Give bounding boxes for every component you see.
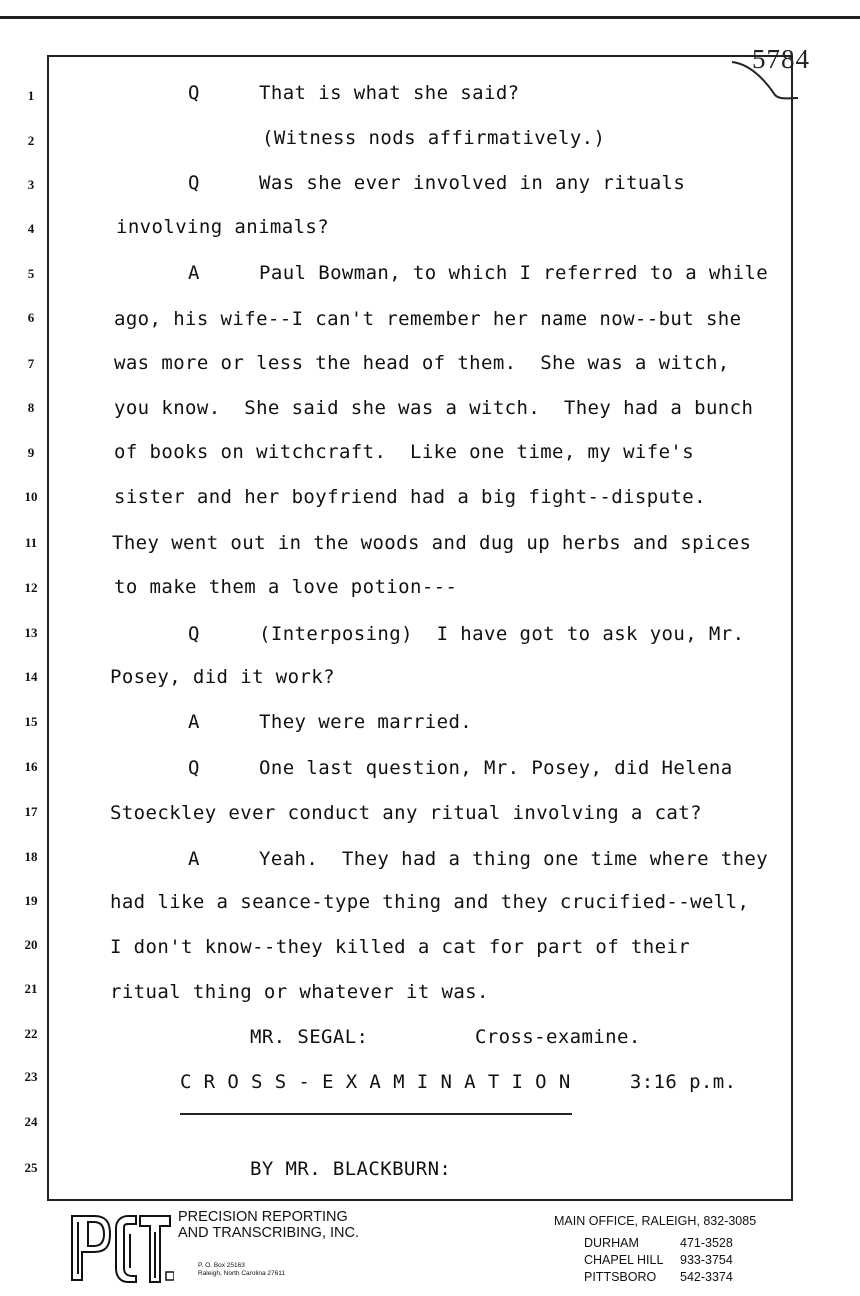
transcript-line: ritual thing or whatever it was. bbox=[110, 981, 489, 1003]
transcript-line: Q That is what she said? bbox=[188, 82, 520, 104]
transcript-line: Q (Interposing) I have got to ask you, Mr. bbox=[188, 623, 745, 645]
transcript-line: A Paul Bowman, to which I referred to a while bbox=[188, 262, 769, 284]
office-phone: 471-3528 bbox=[680, 1236, 733, 1250]
line-number: 25 bbox=[24, 1160, 38, 1175]
transcript-line: BY MR. BLACKBURN: bbox=[250, 1158, 452, 1180]
transcript-line: Q Was she ever involved in any rituals bbox=[188, 172, 686, 194]
transcript-line: Posey, did it work? bbox=[110, 666, 335, 688]
firm-address-line1: P. O. Box 25163 bbox=[198, 1262, 245, 1269]
transcript-line: Stoeckley ever conduct any ritual involving a cat? bbox=[110, 802, 702, 824]
line-number: 6 bbox=[27, 310, 35, 325]
line-number: 8 bbox=[27, 400, 35, 415]
line-number: 21 bbox=[24, 981, 38, 996]
transcript-line: sister and her boyfriend had a big fight--dispute. bbox=[114, 486, 706, 508]
transcript-line: was more or less the head of them. She was a witch, bbox=[114, 352, 730, 374]
page-number: 5784 bbox=[752, 44, 810, 74]
office-city: DURHAM bbox=[584, 1236, 639, 1250]
line-number: 4 bbox=[27, 221, 35, 236]
line-number: 7 bbox=[27, 356, 35, 371]
line-number: 2 bbox=[27, 133, 35, 148]
line-number: 15 bbox=[24, 714, 38, 729]
top-rule bbox=[0, 16, 860, 19]
firm-name-line2: AND TRANSCRIBING, INC. bbox=[178, 1225, 360, 1241]
transcript-line: of books on witchcraft. Like one time, my wife's bbox=[114, 441, 695, 463]
line-number: 14 bbox=[24, 669, 38, 684]
line-number: 5 bbox=[27, 266, 35, 281]
transcript-line: They went out in the woods and dug up herbs and spices bbox=[112, 532, 752, 554]
line-number: 13 bbox=[24, 625, 38, 640]
office-phone: 542-3374 bbox=[680, 1270, 733, 1284]
firm-address bbox=[198, 1262, 285, 1278]
transcript-line: A They were married. bbox=[188, 711, 473, 733]
line-number: 18 bbox=[24, 849, 38, 864]
office-city: CHAPEL HILL bbox=[584, 1253, 664, 1267]
transcript-line: had like a seance-type thing and they crucified--well, bbox=[110, 891, 750, 913]
transcript-line: A Yeah. They had a thing one time where they bbox=[188, 848, 769, 870]
transcript-line: ago, his wife--I can't remember her name now--but she bbox=[114, 308, 742, 330]
line-number: 23 bbox=[24, 1069, 38, 1084]
firm-name-line1: PRECISION REPORTING bbox=[178, 1209, 348, 1225]
transcript-line: (Witness nods affirmatively.) bbox=[262, 127, 606, 149]
pt-logo bbox=[66, 1208, 174, 1288]
office-phone: 933-3754 bbox=[680, 1253, 733, 1267]
line-number: 24 bbox=[24, 1114, 38, 1129]
line-number: 20 bbox=[24, 937, 38, 952]
office-city: PITTSBORO bbox=[584, 1270, 657, 1284]
line-number: 3 bbox=[27, 177, 35, 192]
line-number: 16 bbox=[24, 759, 38, 774]
transcript-line: I don't know--they killed a cat for part of their bbox=[110, 936, 691, 958]
line-number: 17 bbox=[24, 804, 38, 819]
firm-address-line2: Raleigh, North Carolina 27611 bbox=[198, 1270, 285, 1277]
line-number: 11 bbox=[24, 535, 38, 550]
main-office: MAIN OFFICE, RALEIGH, 832-3085 bbox=[554, 1214, 757, 1228]
cross-examination-heading: C R O S S - E X A M I N A T I O N 3:16 p.m. bbox=[180, 1071, 737, 1093]
line-number: 22 bbox=[24, 1026, 38, 1041]
heading-underline bbox=[180, 1113, 572, 1115]
line-number: 1 bbox=[27, 88, 35, 103]
line-number: 10 bbox=[24, 489, 38, 504]
line-number: 12 bbox=[24, 580, 38, 595]
line-number: 9 bbox=[27, 445, 35, 460]
transcript-line: MR. SEGAL: Cross-examine. bbox=[250, 1026, 641, 1048]
line-number: 19 bbox=[24, 893, 38, 908]
transcript-line: involving animals? bbox=[116, 216, 330, 238]
transcript-line: Q One last question, Mr. Posey, did Helena bbox=[188, 757, 733, 779]
firm-name bbox=[178, 1209, 359, 1241]
transcript-line: to make them a love potion--- bbox=[114, 576, 458, 598]
transcript-line: you know. She said she was a witch. They had a bunch bbox=[114, 397, 754, 419]
